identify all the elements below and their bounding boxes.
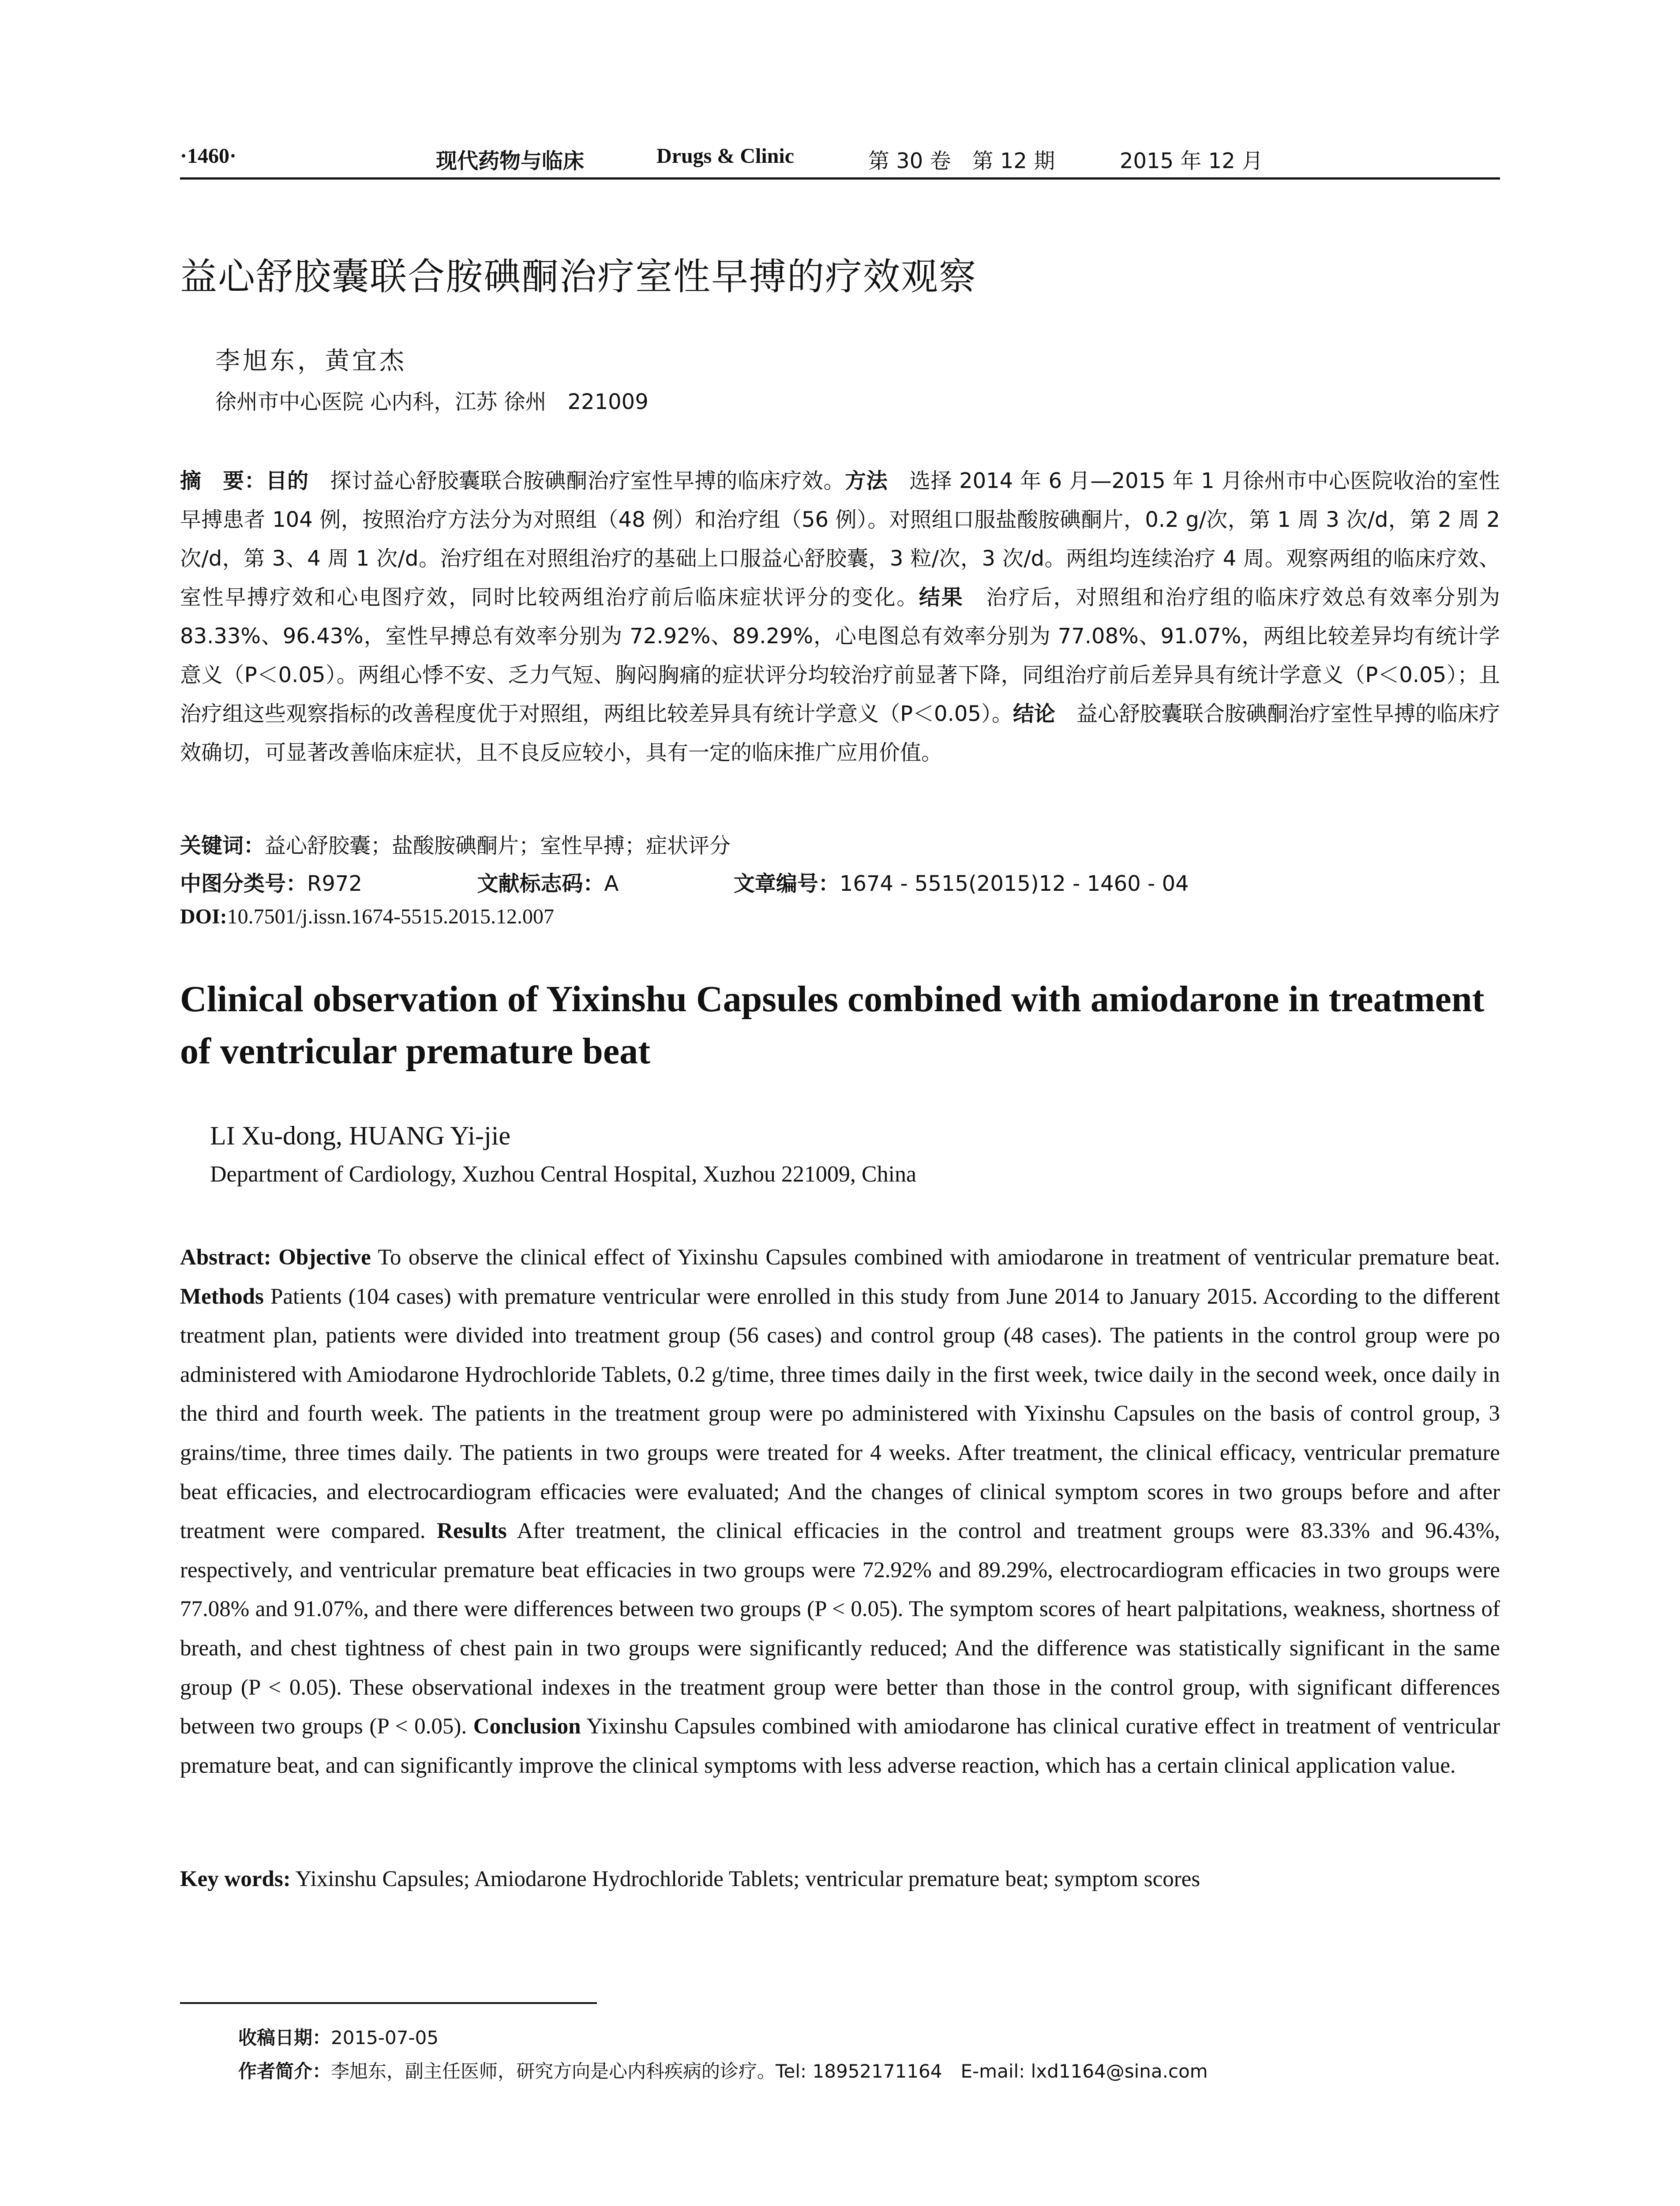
authors-en: LI Xu-dong, HUANG Yi-jie bbox=[210, 1121, 511, 1150]
objective-text-en: To observe the clinical effect of Yixinshu Capsules combined with amiodarone in treatment of ventricular premature beat. bbox=[371, 1245, 1500, 1270]
keywords-text-cn: 益心舒胶囊；盐酸胺碘酮片；室性早搏；症状评分 bbox=[265, 833, 731, 858]
clc-label: 中图分类号： bbox=[180, 871, 308, 896]
affiliation-en: Department of Cardiology, Xuzhou Central Hospital, Xuzhou 221009, China bbox=[210, 1162, 917, 1187]
conclusion-label-cn: 结论 bbox=[1012, 702, 1055, 726]
methods-label-en: Methods bbox=[180, 1284, 264, 1309]
conclusion-text-cn: 益心舒胶囊联合胺碘酮治疗室性早搏的临床疗效确切，可显著改善临床症状，且不良反应较小，具有一定的临床推广应用价值。 bbox=[180, 702, 1500, 765]
keywords-label-en: Key words: bbox=[180, 1867, 291, 1891]
conclusion-text-en: Yixinshu Capsules combined with amiodarone has clinical curative effect in treatment of ventricular premature beat, and can significantly improve the clinical symptoms with less adverse reaction, which has a certain clinical application value. bbox=[180, 1714, 1500, 1778]
objective-label-cn: 目的 bbox=[266, 469, 309, 493]
footnote-rule bbox=[180, 2002, 597, 2004]
keywords-label-cn: 关键词： bbox=[180, 833, 265, 858]
page-number: ·1460· bbox=[180, 144, 237, 168]
journal-name-cn: 现代药物与临床 bbox=[436, 149, 585, 173]
doc-code-value: A bbox=[604, 871, 619, 896]
article-no-value: 1674 - 5515(2015)12 - 1460 - 04 bbox=[839, 871, 1189, 896]
header-rule bbox=[180, 177, 1500, 180]
authors-cn: 李旭东，黄宜杰 bbox=[215, 347, 407, 375]
methods-label-cn: 方法 bbox=[845, 469, 888, 493]
journal-name-en: Drugs & Clinic bbox=[656, 144, 794, 168]
results-label-en: Results bbox=[437, 1519, 507, 1544]
doi-value: 10.7501/j.issn.1674-5515.2015.12.007 bbox=[227, 905, 555, 928]
doi-line bbox=[180, 904, 554, 929]
abstract-en-label: Abstract: bbox=[180, 1245, 271, 1270]
received-value: 2015-07-05 bbox=[331, 2027, 439, 2048]
abstract-cn bbox=[180, 461, 1500, 772]
author-bio-label: 作者简介： bbox=[238, 2060, 331, 2082]
objective-text-cn: 探讨益心舒胶囊联合胺碘酮治疗室性早搏的临床疗效。 bbox=[308, 469, 845, 493]
results-text-cn: 治疗后，对照组和治疗组的临床疗效总有效率分别为 83.33%、96.43%，室性早搏总有效率分别为 72.92%、89.29%，心电图总有效率分别为 77.08%、91.07%，两组比较差异均有统计学意义（P＜0.05）。两组心悸不安、乏力气短、胸闷胸痛的症状评分均较治疗前显著下降，同组治疗前后差异具有统计学意义（P＜0.05）；且治疗组这些观察指标的改善程度优于对照组，两组比较差异具有统计学意义（P＜0.05）。 bbox=[180, 585, 1500, 726]
objective-label-en: Objective bbox=[278, 1245, 371, 1270]
keywords-en bbox=[180, 1866, 1500, 1892]
received-date-note bbox=[238, 2023, 439, 2050]
clc-value: R972 bbox=[307, 871, 362, 896]
volume-issue: 第 30 卷 第 12 期 bbox=[868, 149, 1055, 173]
methods-text-en: Patients (104 cases) with premature ventricular were enrolled in this study from June 2014 to January 2015. According to the different treatment plan, patients were divided into treatment group (56 cases) and control group (48 cases). The patients in the control group were po administered with Amiodarone Hydrochloride Tablets, 0.2 g/time, three times daily in the first week, twice daily in the second week, once daily in the third and fourth week. The patients in the treatment group were po administered with Yixinshu Capsules on the basis of control group, 3 grains/time, three times daily. The patients in two groups were treated for 4 weeks. After treatment, the clinical efficacy, ventricular premature beat efficacies, and electrocardiogram efficacies were evaluated; And the changes of clinical symptom scores in two groups before and after treatment were compared. bbox=[180, 1284, 1500, 1544]
article-title-en: Clinical observation of Yixinshu Capsules combined with amiodarone in treatment of ventricular premature beat bbox=[180, 979, 1485, 1072]
issue-date: 2015 年 12 月 bbox=[1120, 149, 1264, 173]
doi-label: DOI: bbox=[180, 905, 227, 928]
received-label: 收稿日期： bbox=[238, 2027, 331, 2048]
classification-line bbox=[180, 867, 1189, 897]
author-bio-text: 李旭东，副主任医师，研究方向是心内科疾病的诊疗。Tel: 18952171164 E-mail: lxd1164@sina.com bbox=[331, 2060, 1208, 2082]
keywords-text-en: Yixinshu Capsules; Amiodarone Hydrochloride Tablets; ventricular premature beat; symptom scores bbox=[290, 1867, 1200, 1891]
article-title-cn: 益心舒胶囊联合胺碘酮治疗室性早搏的疗效观察 bbox=[180, 255, 977, 298]
author-bio-note bbox=[238, 2057, 1208, 2083]
article-no-label: 文章编号： bbox=[733, 871, 840, 896]
keywords-cn bbox=[180, 829, 731, 859]
doc-code-label: 文献标志码： bbox=[477, 871, 604, 896]
affiliation-cn: 徐州市中心医院 心内科，江苏 徐州 221009 bbox=[215, 390, 649, 414]
methods-text-cn: 选择 2014 年 6 月—2015 年 1 月徐州市中心医院收治的室性早搏患者 104 例，按照治疗方法分为对照组（48 例）和治疗组（56 例）。对照组口服盐酸胺碘酮片，0.2 g/次，第 1 周 3 次/d，第 2 周 2 次/d，第 3、4 周 1 次/d。治疗组在对照组治疗的基础上口服益心舒胶囊，3 粒/次，3 次/d。两组均连续治疗 4 周。观察两组的临床疗效、室性早搏疗效和心电图疗效，同时比较两组治疗前后临床症状评分的变化。 bbox=[180, 469, 1500, 610]
abstract-en bbox=[180, 1238, 1500, 1785]
running-header bbox=[180, 140, 1500, 176]
abstract-cn-label: 摘 要： bbox=[180, 469, 266, 493]
conclusion-label-en: Conclusion bbox=[473, 1714, 581, 1739]
results-label-cn: 结果 bbox=[919, 585, 964, 610]
results-text-en: After treatment, the clinical efficacies in the control and treatment groups were 83.33% and 96.43%, respectively, and ventricular premature beat efficacies in two groups were 72.92% and 89.29%, electrocardiogram efficacies in two groups were 77.08% and 91.07%, and there were differences between two groups (P < 0.05). The symptom scores of heart palpitations, weakness, shortness of breath, and chest tightness of chest pain in two groups were significantly reduced; And the difference was statistically significant in the same group (P < 0.05). These observational indexes in the treatment group were better than those in the control group, with significant differences between two groups (P < 0.05). bbox=[180, 1519, 1500, 1739]
